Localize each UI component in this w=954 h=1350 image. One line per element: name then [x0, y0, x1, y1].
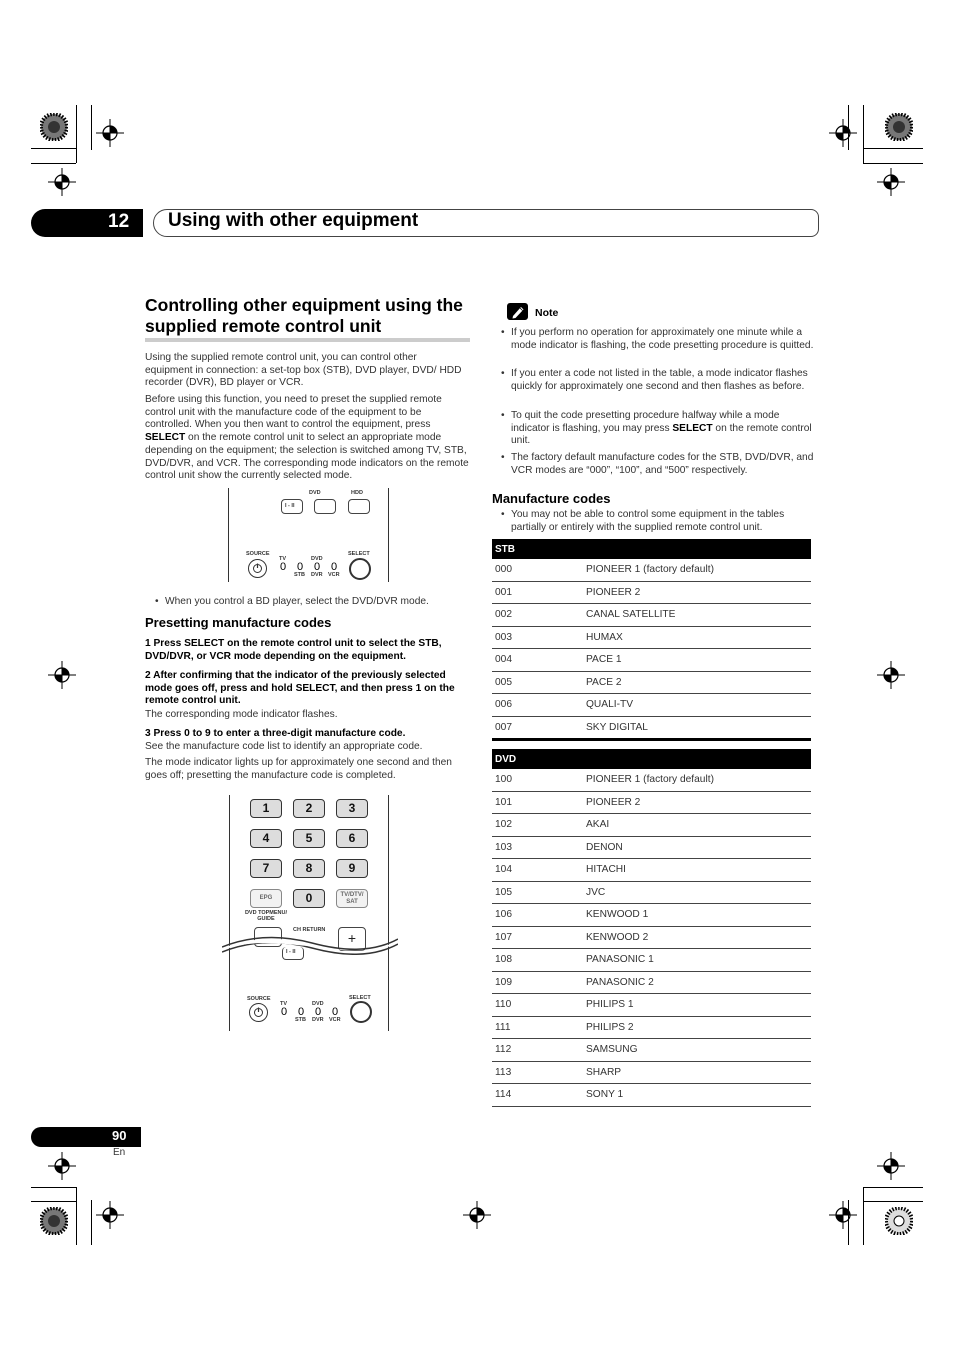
number-key-3[interactable]: 3: [336, 799, 368, 818]
code-cell: 113: [492, 1061, 583, 1084]
code-cell: 002: [492, 604, 583, 627]
manufacturer-cell: CANAL SATELLITE: [583, 604, 811, 627]
dvd-mode-button[interactable]: [314, 499, 336, 514]
code-cell: 114: [492, 1084, 583, 1107]
table-row: [492, 949, 811, 972]
stb-indicator-label: STB: [295, 1017, 306, 1023]
chapter-number: 12: [108, 211, 130, 232]
table-row: [492, 769, 811, 791]
dvr-indicator-label: DVR: [311, 572, 323, 578]
manufacturer-cell: PANASONIC 2: [583, 971, 811, 994]
manufacturer-cell: SHARP: [583, 1061, 811, 1084]
dvd-code-table: [492, 749, 811, 1107]
page-language: En: [113, 1147, 126, 1158]
table-row: [492, 791, 811, 814]
tv-indicator-label: TV: [279, 556, 287, 562]
dvd-table-header: DVD: [492, 749, 811, 769]
manufacturer-cell: KENWOOD 2: [583, 926, 811, 949]
indicator-light: 0: [281, 1006, 288, 1018]
table-row: [492, 581, 811, 604]
source-button[interactable]: [249, 1003, 268, 1022]
code-cell: 104: [492, 859, 583, 882]
code-cell: 005: [492, 671, 583, 694]
tv-dtv-sat-key[interactable]: TV/DTV/ SAT: [336, 889, 368, 908]
table-row: [492, 814, 811, 837]
page-number: 90: [112, 1128, 127, 1143]
manufacturer-cell: QUALI-TV: [583, 694, 811, 717]
ch-return-label: CH RETURN: [293, 927, 326, 933]
remote-illustration-top: [228, 488, 389, 582]
code-cell: 105: [492, 881, 583, 904]
note-bullet-1: • If you perform no operation for approximately one minute while a mode indicator is flashing, the code presetting procedure is quitted.: [501, 327, 826, 352]
table-row: [492, 604, 811, 627]
number-key-5[interactable]: 5: [293, 829, 325, 848]
section-title: Controlling other equipment using the supplied remote control unit: [145, 295, 463, 336]
intro-paragraph-1: Using the supplied remote control unit, you can control other equipment in connection: a set-top box (STB), DVD player, DVD/ HDD recorder (DVR), BD player or VCR.: [145, 352, 462, 389]
code-cell: 110: [492, 994, 583, 1017]
stb-code-table: [492, 539, 811, 739]
indicator-light: 0: [297, 561, 304, 573]
table-row: [492, 881, 811, 904]
code-cell: 004: [492, 649, 583, 672]
table-row: [492, 626, 811, 649]
code-cell: 111: [492, 1016, 583, 1039]
select-button[interactable]: [349, 558, 371, 580]
manufacturer-cell: SKY DIGITAL: [583, 716, 811, 739]
select-label: SELECT: [348, 551, 370, 557]
manufacturer-cell: PHILIPS 2: [583, 1016, 811, 1039]
source-label: SOURCE: [246, 551, 270, 557]
table-row: [492, 1061, 811, 1084]
vcr-indicator-label: VCR: [328, 572, 340, 578]
manufacturer-cell: AKAI: [583, 814, 811, 837]
manufacturer-cell: PIONEER 2: [583, 581, 811, 604]
manufacturer-cell: PIONEER 1 (factory default): [583, 769, 811, 791]
number-key-7[interactable]: 7: [250, 859, 282, 878]
table-row: [492, 971, 811, 994]
table-row: [492, 1084, 811, 1107]
code-cell: 006: [492, 694, 583, 717]
table-end-rule: [492, 738, 811, 741]
manufacturer-cell: PHILIPS 1: [583, 994, 811, 1017]
table-row: [492, 1039, 811, 1062]
number-key-9[interactable]: 9: [336, 859, 368, 878]
table-row: [492, 716, 811, 739]
number-key-0[interactable]: 0: [293, 889, 325, 908]
table-row: [492, 994, 811, 1017]
manufacturer-cell: JVC: [583, 881, 811, 904]
code-cell: 100: [492, 769, 583, 791]
indicator-light: 0: [280, 561, 287, 573]
note-title: Note: [535, 307, 559, 319]
step-2-text: The corresponding mode indicator flashes.: [145, 709, 338, 720]
code-cell: 106: [492, 904, 583, 927]
manufacture-codes-title: Manufacture codes: [492, 491, 611, 506]
table-row: [492, 649, 811, 672]
table-row: [492, 926, 811, 949]
manufacturer-cell: PACE 1: [583, 649, 811, 672]
break-line: [222, 933, 398, 955]
number-key-8[interactable]: 8: [293, 859, 325, 878]
table-row: [492, 694, 811, 717]
step-3-text-1: See the manufacture code list to identify an appropriate code.: [145, 741, 423, 752]
code-cell: 112: [492, 1039, 583, 1062]
manufacturer-cell: PANASONIC 1: [583, 949, 811, 972]
table-row: [492, 559, 811, 581]
step-3-text-2: The mode indicator lights up for approximately one second and then goes off; presetting the manufacture code is completed.: [145, 757, 452, 781]
manufacturer-cell: HUMAX: [583, 626, 811, 649]
vcr-indicator-label: VCR: [329, 1017, 341, 1023]
stb-indicator-label: STB: [294, 572, 305, 578]
indicator-light: 0: [331, 561, 338, 573]
number-key-2[interactable]: 2: [293, 799, 325, 818]
select-label: SELECT: [349, 995, 371, 1001]
note-bullet-3: • To quit the code presetting procedure halfway while a mode indicator is flashing, you may press SELECT on the remote control unit.: [501, 410, 816, 448]
code-cell: 007: [492, 716, 583, 739]
manufacturer-cell: SONY 1: [583, 1084, 811, 1107]
code-cell: 109: [492, 971, 583, 994]
manufacturer-cell: KENWOOD 1: [583, 904, 811, 927]
manufacturer-cell: HITACHI: [583, 859, 811, 882]
table-row: [492, 671, 811, 694]
pencil-icon: [507, 303, 528, 320]
code-cell: 101: [492, 791, 583, 814]
section-title-rule: [145, 338, 470, 342]
dvd-topmenu-label: DVD TOPMENU/ GUIDE: [244, 910, 288, 922]
select-button[interactable]: [350, 1001, 372, 1023]
power-icon: [249, 560, 266, 577]
source-button[interactable]: [248, 559, 267, 578]
intro-paragraph-2: Before using this function, you need to preset the supplied remote control unit with the manufacture code of the equipment to be controlled. When you then want to control the equipment, press SELECT on the remote control unit to select an appropriate mode depending on the equipment; the selection is switched among TV, STB, DVD/DVR, and VCR. The corresponding mode indicators on the remote control unit show the currently selected mode.: [145, 394, 469, 482]
bd-player-note: • When you control a BD player, select the DVD/DVR mode.: [155, 596, 475, 609]
note-bullet-4: • The factory default manufacture codes for the STB, DVD/DVR, and VCR modes are “000”, “100”, and “500” respectively.: [501, 452, 821, 477]
dvd-indicator-label: DVD: [311, 556, 323, 562]
code-cell: 108: [492, 949, 583, 972]
chapter-title: Using with other equipment: [168, 210, 419, 231]
hdd-mode-button[interactable]: [348, 499, 370, 514]
step-2: 2 After confirming that the indicator of the previously selected mode goes off, press and hold SELECT, and then press 1 on the remote control unit.: [145, 670, 455, 707]
indicator-light: 0: [315, 1006, 322, 1018]
tv-indicator-label: TV: [280, 1001, 288, 1007]
hdd-label: HDD: [351, 490, 363, 496]
code-cell: 000: [492, 559, 583, 581]
manufacturer-cell: PIONEER 2: [583, 791, 811, 814]
dvd-indicator-label: DVD: [312, 1001, 324, 1007]
channel-plus-button[interactable]: +: [338, 927, 366, 951]
number-key-4[interactable]: 4: [250, 829, 282, 848]
table-row: [492, 904, 811, 927]
number-key-6[interactable]: 6: [336, 829, 368, 848]
remote-illustration-bottom: [229, 795, 389, 1031]
power-icon: [250, 1004, 267, 1021]
code-cell: 107: [492, 926, 583, 949]
stb-table-header: STB: [492, 539, 811, 559]
table-row: [492, 1016, 811, 1039]
audio-button[interactable]: I - II: [281, 499, 303, 514]
code-cell: 001: [492, 581, 583, 604]
note-bullet-2: • If you enter a code not listed in the table, a mode indicator flashes quickly for approximately one second and then flashes as before.: [501, 368, 826, 393]
table-row: [492, 859, 811, 882]
manufacturer-cell: PACE 2: [583, 671, 811, 694]
indicator-light: 0: [298, 1006, 305, 1018]
code-cell: 103: [492, 836, 583, 859]
manufacturer-cell: PIONEER 1 (factory default): [583, 559, 811, 581]
step-1: 1 Press SELECT on the remote control unit to select the STB, DVD/DVR, or VCR mode depending on the equipment.: [145, 638, 442, 662]
presetting-title: Presetting manufacture codes: [145, 615, 332, 630]
manufacture-codes-note: • You may not be able to control some equipment in the tables partially or entirely with the supplied remote control unit.: [501, 509, 821, 534]
indicator-light: 0: [332, 1006, 339, 1018]
manufacturer-cell: SAMSUNG: [583, 1039, 811, 1062]
dvd-label: DVD: [309, 490, 321, 496]
step-3: 3 Press 0 to 9 to enter a three-digit manufacture code.: [145, 728, 406, 739]
manufacturer-cell: DENON: [583, 836, 811, 859]
epg-key[interactable]: EPG: [250, 889, 282, 908]
number-key-1[interactable]: 1: [250, 799, 282, 818]
code-cell: 003: [492, 626, 583, 649]
dvr-indicator-label: DVR: [312, 1017, 324, 1023]
table-row: [492, 836, 811, 859]
audio-button[interactable]: I - II: [282, 947, 304, 960]
indicator-light: 0: [314, 561, 321, 573]
code-cell: 102: [492, 814, 583, 837]
source-label: SOURCE: [247, 996, 271, 1002]
